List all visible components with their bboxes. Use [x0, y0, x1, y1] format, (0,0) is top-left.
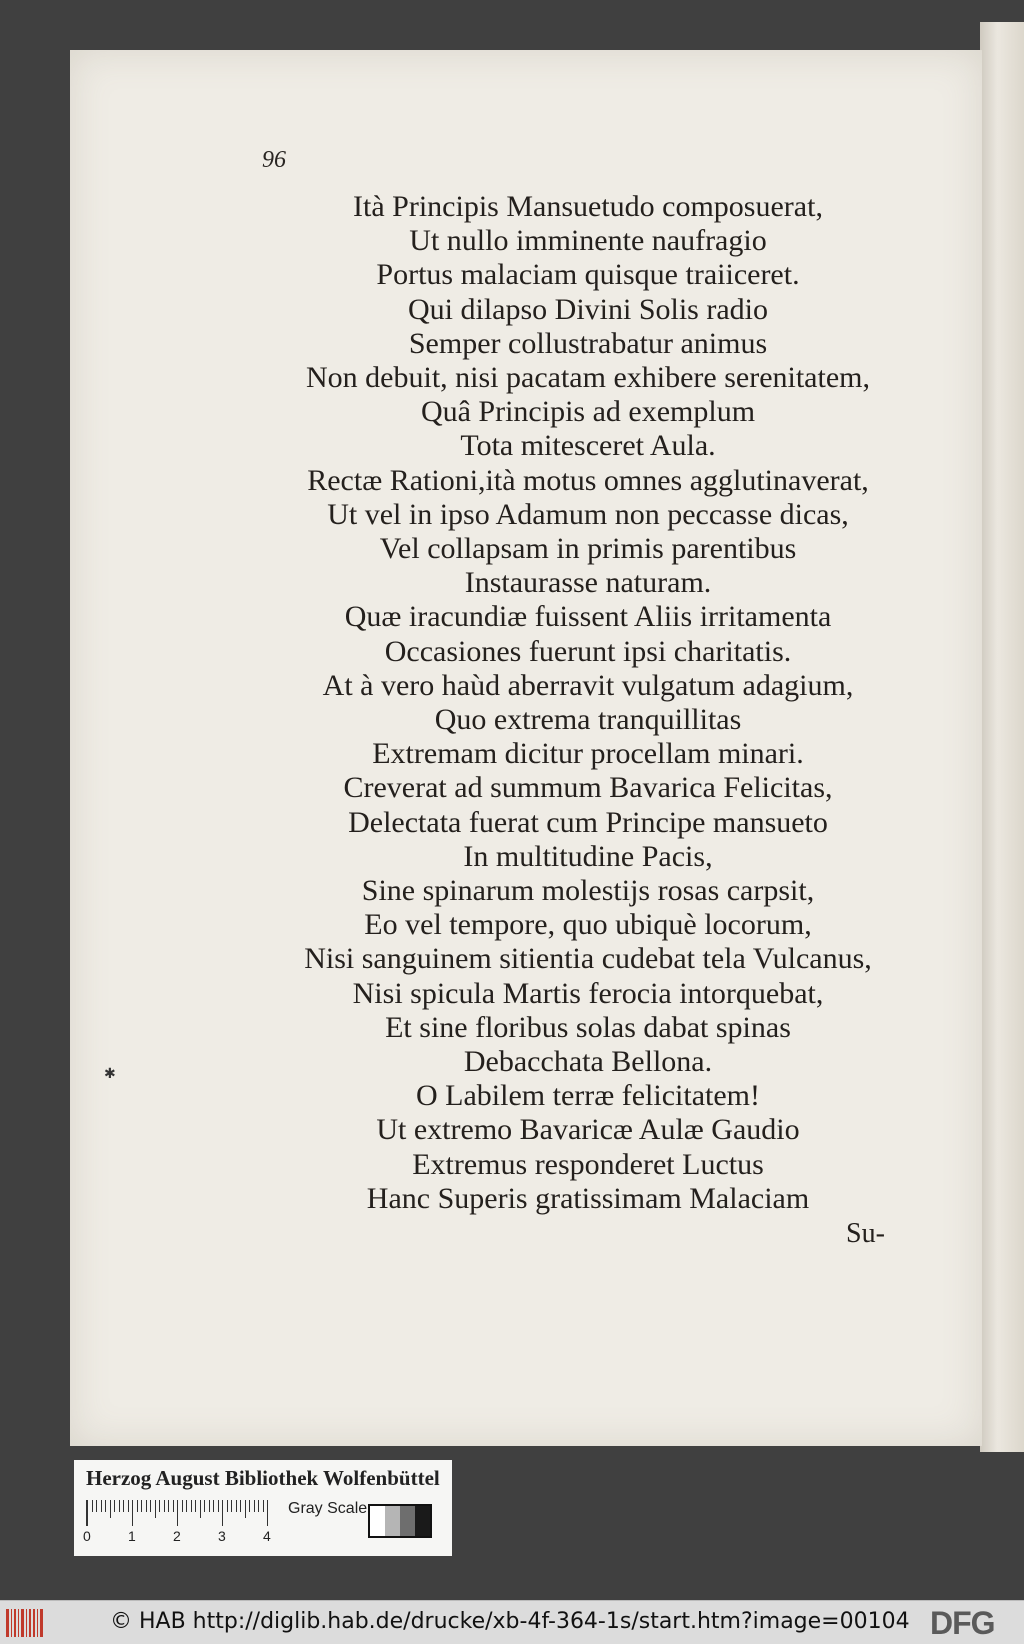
ruler-tick [213, 1500, 214, 1512]
ruler-number: 1 [128, 1528, 136, 1544]
ruler-tick [231, 1500, 232, 1512]
text-line: Extremus responderet Luctus [412, 1147, 764, 1181]
gray-swatch [400, 1506, 415, 1536]
ruler-tick [195, 1500, 196, 1512]
page-number: 96 [262, 147, 286, 173]
text-line: Extremam dicitur procellam minari. [372, 737, 804, 771]
ruler-tick [186, 1500, 187, 1512]
adjacent-page-edge [980, 22, 1024, 1452]
text-line: Semper collustrabatur animus [408, 326, 768, 360]
text-line: Ut nullo imminente naufragio [409, 224, 767, 258]
ruler-tick [141, 1500, 142, 1512]
ruler-tick [249, 1500, 250, 1512]
barcode-stripe [37, 1609, 38, 1637]
ruler-tick [87, 1500, 88, 1526]
barcode-stripe [14, 1609, 16, 1637]
ruler-tick [150, 1500, 151, 1512]
text-line: Delectata fuerat cum Principe mansueto [348, 805, 828, 839]
text-line: Portus malaciam quisque traiiceret. [376, 258, 800, 292]
source-url[interactable]: © HAB http://diglib.hab.de/drucke/xb-4f-364-1s/start.htm?image=00104 [110, 1609, 910, 1634]
ruler-tick [164, 1500, 165, 1512]
ruler-number: 3 [218, 1528, 226, 1544]
text-line: Quâ Principis ad exemplum [420, 395, 756, 429]
text-line: Ità Principis Mansuetudo composuerat, [353, 190, 823, 223]
text-line: Eo vel tempore, quo ubiquè locorum, [364, 908, 812, 942]
ruler-tick [119, 1500, 120, 1512]
dfg-logo: DFG [930, 1605, 995, 1641]
ruler-tick [114, 1500, 115, 1512]
text-line: Debacchata Bellona. [463, 1045, 713, 1079]
ruler-tick [204, 1500, 205, 1512]
ruler-tick [240, 1500, 241, 1512]
text-line: Sine spinarum molestijs rosas carpsit, [361, 874, 815, 908]
ruler-tick [137, 1500, 138, 1512]
ruler-tick [182, 1500, 183, 1512]
gray-scale-label: Gray Scale [288, 1500, 368, 1517]
text-line: Nisi spicula Martis ferocia intorquebat, [352, 976, 824, 1010]
ruler-tick [191, 1500, 192, 1512]
ruler-number: 2 [173, 1528, 181, 1544]
ruler-tick [101, 1500, 102, 1512]
ruler-tick [128, 1500, 129, 1512]
ruler-tick [159, 1500, 160, 1512]
text-line: Instaurasse naturam. [464, 566, 712, 600]
viewer-footer [0, 1600, 1024, 1644]
gray-swatch [370, 1506, 385, 1536]
text-line: In multitudine Pacis, [463, 839, 713, 873]
library-color-target-label [74, 1460, 452, 1556]
text-line: Quæ iracundiæ fuissent Aliis irritamenta [344, 600, 832, 634]
poem-text-block [258, 190, 918, 1216]
barcode-stripe [11, 1609, 12, 1637]
ruler-tick [173, 1500, 174, 1512]
text-line: Ut extremo Bavaricæ Aulæ Gaudio [376, 1113, 800, 1147]
ruler-tick [92, 1500, 93, 1512]
barcode-stripe [18, 1609, 19, 1637]
barcode-stripe [33, 1609, 35, 1637]
ruler-tick [258, 1500, 259, 1512]
ruler-tick [155, 1500, 156, 1518]
ruler-tick [236, 1500, 237, 1512]
centimeter-ruler [86, 1500, 275, 1526]
ruler-tick [254, 1500, 255, 1512]
text-line: Occasiones fuerunt ipsi charitatis. [384, 634, 792, 668]
ruler-numbers [83, 1528, 283, 1544]
text-line: Ut vel in ipso Adamum non peccasse dicas, [327, 497, 849, 531]
hab-barcode-icon [6, 1609, 46, 1637]
ruler-tick [110, 1500, 111, 1518]
ruler-number: 4 [263, 1528, 271, 1544]
catchword: Su- [846, 1218, 885, 1249]
ruler-number: 0 [83, 1528, 91, 1544]
text-line: Non debuit, nisi pacatam exhibere serenitatem, [306, 361, 870, 395]
institution-name: Herzog August Bibliothek Wolfenbüttel [86, 1466, 440, 1490]
text-line: O Labilem terræ felicitatem! [415, 1079, 761, 1113]
gray-scale-swatches [368, 1504, 432, 1538]
ruler-tick [267, 1500, 268, 1526]
ruler-tick [105, 1500, 106, 1512]
printer-ornament-icon: ✱ [104, 1066, 116, 1082]
barcode-stripe [6, 1609, 9, 1637]
text-line: Et sine floribus solas dabat spinas [385, 1010, 791, 1044]
barcode-stripe [40, 1609, 43, 1637]
text-line: Quo extrema tranquillitas [434, 703, 742, 737]
ruler-tick [132, 1500, 133, 1526]
text-line: Nisi sanguinem sitientia cudebat tela Vulcanus, [304, 942, 872, 976]
ruler-tick [263, 1500, 264, 1512]
text-line: Creverat ad summum Bavarica Felicitas, [343, 771, 833, 805]
ruler-tick [168, 1500, 169, 1512]
ruler-tick [200, 1500, 201, 1518]
barcode-stripe [29, 1609, 31, 1637]
text-line: Qui dilapso Divini Solis radio [408, 292, 768, 326]
ruler-tick [227, 1500, 228, 1512]
ruler-tick [123, 1500, 124, 1512]
text-line: Rectæ Rationi,ità motus omnes agglutinaverat, [307, 463, 869, 497]
text-line: Tota mitesceret Aula. [460, 429, 716, 463]
text-line: At à vero haùd aberravit vulgatum adagium, [322, 668, 854, 702]
barcode-stripe [26, 1609, 27, 1637]
ruler-tick [146, 1500, 147, 1512]
gray-swatch [385, 1506, 400, 1536]
barcode-stripe [21, 1609, 24, 1637]
ruler-tick [209, 1500, 210, 1512]
text-line: Vel collapsam in primis parentibus [379, 532, 797, 566]
ruler-tick [222, 1500, 223, 1526]
ruler-tick [245, 1500, 246, 1518]
ruler-tick [218, 1500, 219, 1512]
gray-swatch [415, 1506, 430, 1536]
ruler-tick [96, 1500, 97, 1512]
text-line: Hanc Superis gratissimam Malaciam [366, 1181, 810, 1215]
ruler-tick [177, 1500, 178, 1526]
